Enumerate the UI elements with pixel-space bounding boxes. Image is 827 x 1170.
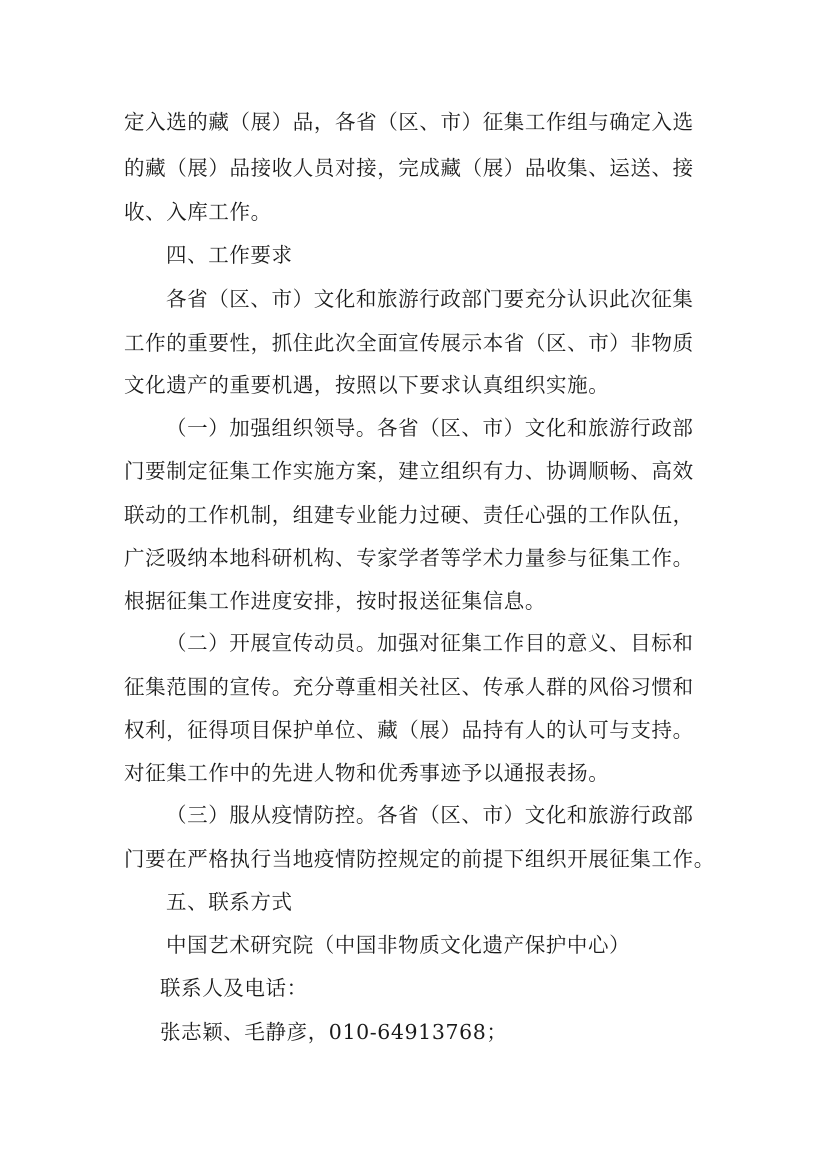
section-heading-4: 四、工作要求 bbox=[166, 243, 293, 267]
body-line-18: 门要在严格执行当地疫情防控规定的前提下组织开展征集工作。 bbox=[124, 847, 715, 871]
body-line-15: 权利，征得项目保护单位、藏（展）品持有人的认可与支持。 bbox=[124, 718, 694, 742]
body-line-13: （二）开展宣传动员。加强对征集工作目的意义、目标和 bbox=[166, 631, 694, 655]
contact-persons: 张志颖、毛静彦，010-64913768； bbox=[160, 1020, 508, 1044]
section-heading-5: 五、联系方式 bbox=[166, 890, 293, 914]
body-line-1: 定入选的藏（展）品，各省（区、市）征集工作组与确定入选 bbox=[124, 110, 694, 134]
body-line-8: （一）加强组织领导。各省（区、市）文化和旅游行政部 bbox=[166, 416, 694, 440]
body-line-9: 门要制定征集工作实施方案，建立组织有力、协调顺畅、高效 bbox=[124, 459, 694, 483]
body-line-2: 的藏（展）品接收人员对接，完成藏（展）品收集、运送、接 bbox=[124, 156, 694, 180]
body-line-10: 联动的工作机制，组建专业能力过硬、责任心强的工作队伍， bbox=[124, 503, 694, 527]
body-line-6: 工作的重要性，抓住此次全面宣传展示本省（区、市）非物质 bbox=[124, 331, 694, 355]
body-line-5: 各省（区、市）文化和旅游行政部门要充分认识此次征集 bbox=[166, 287, 694, 311]
body-line-17: （三）服从疫情防控。各省（区、市）文化和旅游行政部 bbox=[166, 803, 694, 827]
body-line-16: 对征集工作中的先进人物和优秀事迹予以通报表扬。 bbox=[124, 761, 610, 785]
contact-label: 联系人及电话： bbox=[160, 976, 308, 1000]
body-line-11: 广泛吸纳本地科研机构、专家学者等学术力量参与征集工作。 bbox=[124, 546, 694, 570]
contact-org: 中国艺术研究院（中国非物质文化遗产保护中心） bbox=[166, 933, 631, 957]
body-line-12: 根据征集工作进度安排，按时报送征集信息。 bbox=[124, 589, 546, 613]
body-line-7: 文化遗产的重要机遇，按照以下要求认真组织实施。 bbox=[124, 373, 610, 397]
body-line-14: 征集范围的宣传。充分尊重相关社区、传承人群的风俗习惯和 bbox=[124, 675, 694, 699]
body-line-3: 收、入库工作。 bbox=[124, 200, 272, 224]
